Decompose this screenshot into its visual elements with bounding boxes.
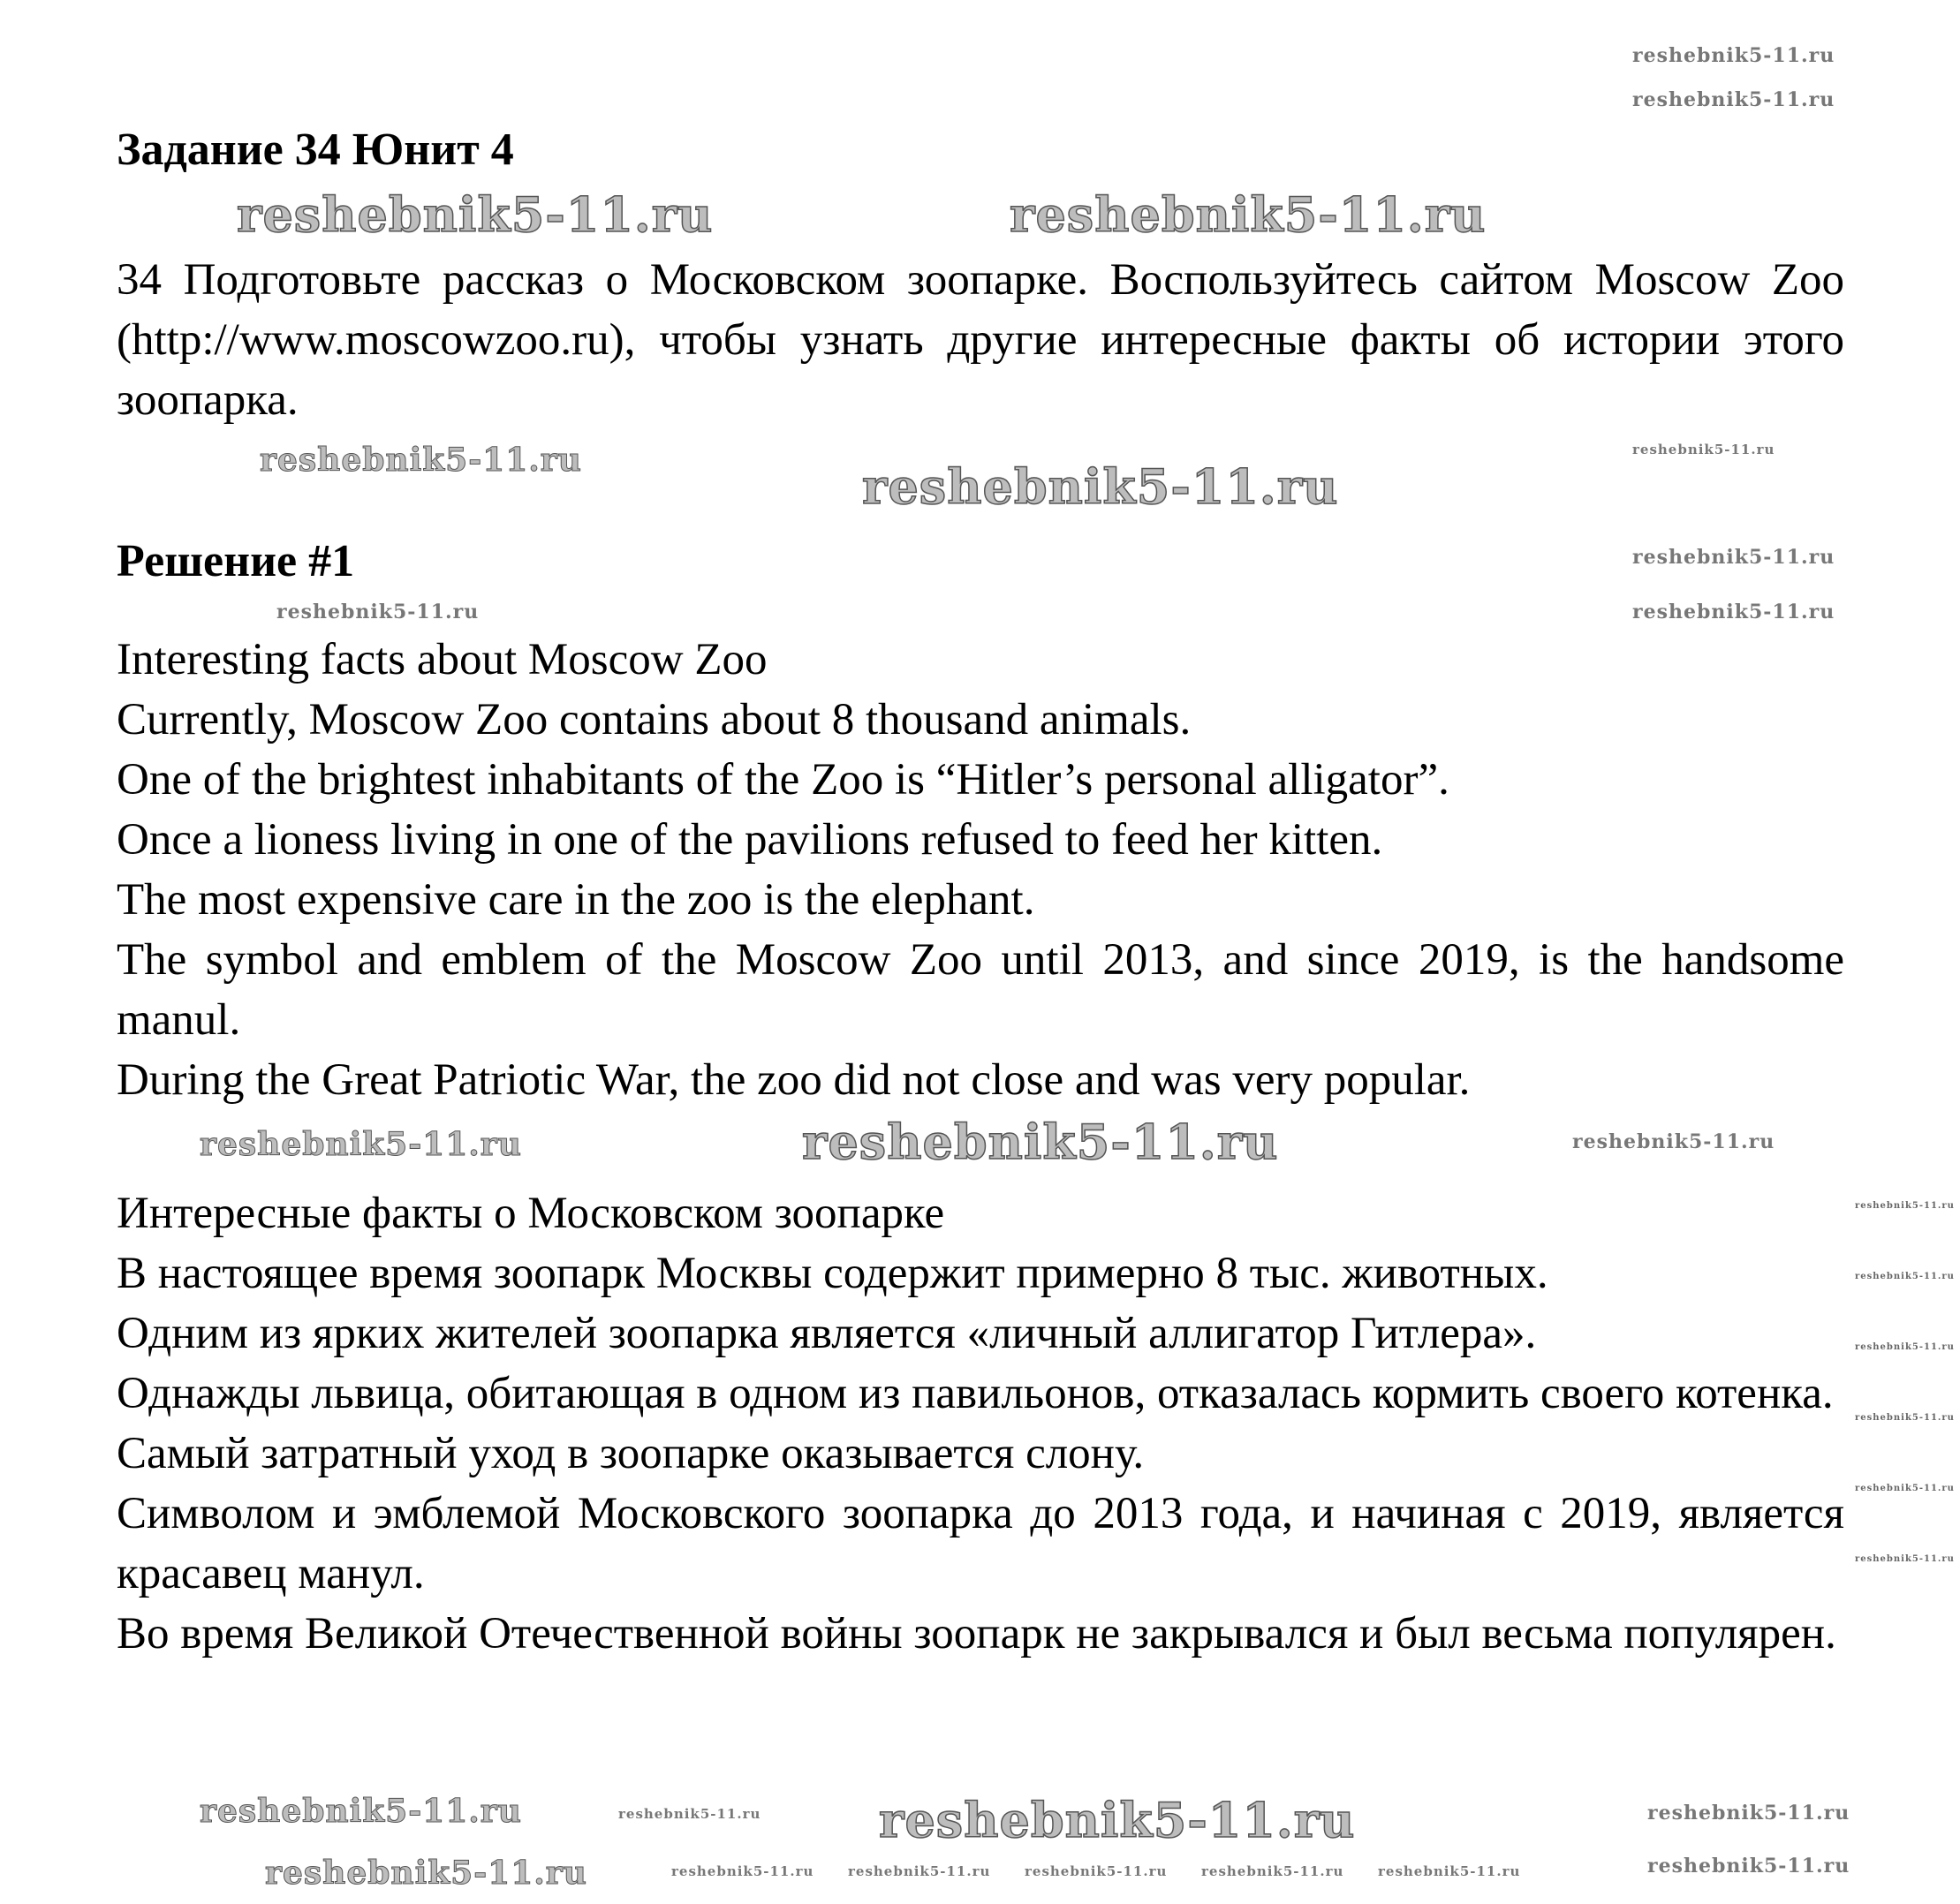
- watermark: reshebnik5-11.ru: [862, 458, 1339, 515]
- watermark: reshebnik5-11.ru: [1632, 442, 1775, 457]
- watermark: reshebnik5-11.ru: [1201, 1863, 1344, 1879]
- watermark: reshebnik5-11.ru: [1025, 1863, 1168, 1879]
- task-title: Задание 34 Юнит 4: [117, 125, 514, 175]
- watermark: reshebnik5-11.ru: [848, 1863, 991, 1879]
- russian-section: [117, 1183, 1844, 1664]
- watermark: reshebnik5-11.ru: [265, 1855, 587, 1892]
- russian-line: Самый затратный уход в зоопарке оказывается слону.: [117, 1429, 1145, 1478]
- watermark: reshebnik5-11.ru: [1855, 1272, 1955, 1281]
- watermark: reshebnik5-11.ru: [1632, 44, 1835, 67]
- english-section: [117, 630, 1844, 1110]
- watermark: reshebnik5-11.ru: [1855, 1342, 1955, 1352]
- english-line: The symbol and emblem of the Moscow Zoo until 2013, and since 2019, is the handsome manul.: [117, 935, 1844, 1045]
- russian-line: Однажды львица, обитающая в одном из павильонов, отказалась кормить своего котенка.: [117, 1369, 1834, 1418]
- watermark: reshebnik5-11.ru: [1855, 1554, 1955, 1564]
- watermark: reshebnik5-11.ru: [1632, 601, 1835, 623]
- russian-line: Во время Великой Отечественной войны зоопарк не закрывался и был весьма популярен.: [117, 1609, 1836, 1658]
- russian-line: Одним из ярких жителей зоопарка является «личный аллигатор Гитлера».: [117, 1309, 1537, 1358]
- watermark: reshebnik5-11.ru: [671, 1863, 814, 1879]
- watermark: reshebnik5-11.ru: [1855, 1201, 1955, 1211]
- russian-line: В настоящее время зоопарк Москвы содержит примерно 8 тыс. животных.: [117, 1249, 1548, 1298]
- english-line: Once a lioness living in one of the pavilions refused to feed her kitten.: [117, 815, 1383, 865]
- watermark: reshebnik5-11.ru: [1855, 1413, 1955, 1423]
- watermark: reshebnik5-11.ru: [1855, 1484, 1955, 1493]
- english-line: During the Great Patriotic War, the zoo did not close and was very popular.: [117, 1055, 1471, 1105]
- watermark: reshebnik5-11.ru: [1572, 1130, 1775, 1153]
- watermark: reshebnik5-11.ru: [879, 1792, 1356, 1848]
- watermark: reshebnik5-11.ru: [618, 1806, 761, 1822]
- watermark: reshebnik5-11.ru: [237, 186, 714, 243]
- watermark: reshebnik5-11.ru: [1647, 1802, 1850, 1825]
- solution-title: Решение #1: [117, 536, 355, 586]
- russian-line: Символом и эмблемой Московского зоопарка до 2013 года, и начиная с 2019, является красавец манул.: [117, 1489, 1844, 1598]
- watermark: reshebnik5-11.ru: [200, 1126, 522, 1163]
- watermark: reshebnik5-11.ru: [1647, 1855, 1850, 1878]
- watermark: reshebnik5-11.ru: [200, 1793, 522, 1830]
- english-line: One of the brightest inhabitants of the Zoo is “Hitler’s personal alligator”.: [117, 755, 1449, 805]
- watermark: reshebnik5-11.ru: [260, 442, 582, 479]
- watermark: reshebnik5-11.ru: [276, 601, 480, 623]
- watermark: reshebnik5-11.ru: [1632, 88, 1835, 111]
- watermark: reshebnik5-11.ru: [802, 1114, 1279, 1170]
- english-heading: Interesting facts about Moscow Zoo: [117, 635, 768, 684]
- watermark: reshebnik5-11.ru: [1010, 186, 1487, 243]
- english-line: Currently, Moscow Zoo contains about 8 thousand animals.: [117, 695, 1192, 744]
- watermark: reshebnik5-11.ru: [1632, 546, 1835, 569]
- english-line: The most expensive care in the zoo is the elephant.: [117, 875, 1035, 925]
- watermark: reshebnik5-11.ru: [1378, 1863, 1521, 1879]
- russian-heading: Интересные факты о Московском зоопарке: [117, 1189, 945, 1238]
- task-text: 34 Подготовьте рассказ о Московском зоопарке. Воспользуйтесь сайтом Moscow Zoo (http://www.moscowzoo.ru), чтобы узнать другие интересные факты об истории этого зоопарка.: [117, 255, 1844, 425]
